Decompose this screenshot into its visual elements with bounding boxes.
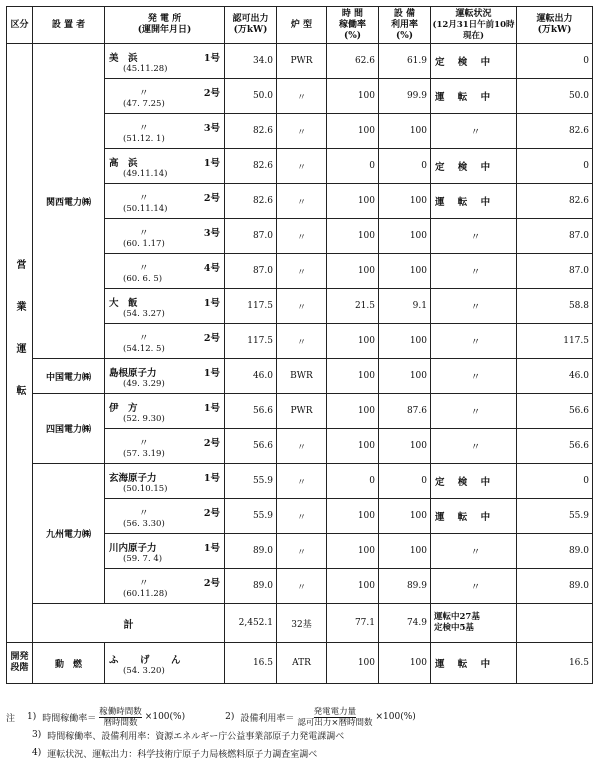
ninka-value: 34.0 [225, 44, 277, 79]
output-value: 0 [517, 149, 593, 184]
plant-cell [105, 534, 225, 569]
plant-name: 〃 [139, 263, 149, 274]
note1-label: 時間稼働率＝ [42, 713, 97, 724]
reactor-type: 〃 [277, 114, 327, 149]
plant-unit: 3号 [203, 228, 220, 239]
plant-cell [105, 114, 225, 149]
plant-date: (60. 1.17) [123, 239, 165, 249]
status-value: 運 転 中 [431, 79, 517, 114]
total-output-empty [517, 604, 593, 643]
plant-unit: 1号 [203, 368, 220, 379]
jikan-value: 100 [327, 184, 379, 219]
output-value: 82.6 [517, 114, 593, 149]
reactor-type: 〃 [277, 464, 327, 499]
development-row [7, 643, 593, 684]
jikan-value: 100 [327, 254, 379, 289]
jikan-value: 100 [327, 79, 379, 114]
reactor-type: 〃 [277, 79, 327, 114]
status-value: 〃 [431, 534, 517, 569]
output-value: 58.8 [517, 289, 593, 324]
output-value: 89.0 [517, 569, 593, 604]
setsubi-value: 0 [379, 464, 431, 499]
operator-name: 関西電力㈱ [33, 44, 105, 359]
table-row [7, 464, 593, 499]
total-row [7, 604, 593, 643]
reactor-type: 〃 [277, 149, 327, 184]
reactor-type: 〃 [277, 429, 327, 464]
reactor-type: BWR [277, 359, 327, 394]
output-value: 56.6 [517, 429, 593, 464]
ninka-value: 55.9 [225, 464, 277, 499]
plant-unit: 4号 [203, 263, 220, 274]
plant-date: (49. 3.29) [123, 379, 165, 389]
plant-unit: 2号 [203, 508, 220, 519]
table-row [7, 359, 593, 394]
plant-unit: 2号 [203, 438, 220, 449]
plant-name: 美 浜 [109, 53, 138, 64]
table-row [7, 44, 593, 79]
plant-cell [105, 149, 225, 184]
jikan-value: 0 [327, 149, 379, 184]
dev-ninka: 16.5 [225, 643, 277, 684]
status-value: 〃 [431, 324, 517, 359]
header-setchisha: 設 置 者 [33, 7, 105, 44]
plant-unit: 2号 [203, 333, 220, 344]
dev-output: 16.5 [517, 643, 593, 684]
plant-unit: 1号 [203, 403, 220, 414]
note1-tail: ×100(%) [144, 712, 186, 722]
output-value: 55.9 [517, 499, 593, 534]
plant-unit: 1号 [203, 298, 220, 309]
total-status: 運転中27基 定検中5基 [431, 604, 517, 643]
setsubi-value: 100 [379, 254, 431, 289]
setsubi-value: 100 [379, 114, 431, 149]
plant-unit: 2号 [203, 193, 220, 204]
ninka-value: 89.0 [225, 569, 277, 604]
reactor-type: 〃 [277, 499, 327, 534]
setsubi-value: 99.9 [379, 79, 431, 114]
note1-fraction: $\frac{\text{稼働時間数}}{\text{暦時間数}}$ [99, 706, 142, 728]
header-setsubi: 設 備 利用率 (%) [379, 7, 431, 44]
setsubi-value: 100 [379, 429, 431, 464]
plant-unit: 1号 [203, 53, 220, 64]
header-hatsudensho: 発 電 所 (運開年月日) [105, 7, 225, 44]
output-value: 50.0 [517, 79, 593, 114]
status-value: 定 検 中 [431, 464, 517, 499]
plant-date: (49.11.14) [123, 169, 168, 179]
plant-date: (52. 9.30) [123, 414, 165, 424]
plant-name: 高 浜 [109, 158, 138, 169]
plant-cell [105, 569, 225, 604]
note2-num: 2) [225, 712, 235, 722]
plant-name: 〃 [139, 123, 149, 134]
jikan-value: 100 [327, 114, 379, 149]
plant-date: (54. 3.27) [123, 309, 165, 319]
setsubi-value: 61.9 [379, 44, 431, 79]
plant-unit: 1号 [203, 543, 220, 554]
plant-date: (47. 7.25) [123, 99, 165, 109]
reactor-type: 〃 [277, 219, 327, 254]
reactor-type: 〃 [277, 184, 327, 219]
total-label: 計 [33, 604, 225, 643]
reactor-type: 〃 [277, 324, 327, 359]
status-value: 〃 [431, 254, 517, 289]
setsubi-value: 87.6 [379, 394, 431, 429]
reactor-type: PWR [277, 44, 327, 79]
ninka-value: 89.0 [225, 534, 277, 569]
setsubi-value: 100 [379, 324, 431, 359]
plant-cell [105, 184, 225, 219]
plant-name: 〃 [139, 88, 149, 99]
ninka-value: 82.6 [225, 114, 277, 149]
plant-cell [105, 219, 225, 254]
plant-date: (60. 6. 5) [123, 274, 163, 284]
plant-cell [105, 359, 225, 394]
status-value: 運 転 中 [431, 184, 517, 219]
note-formulas [6, 708, 594, 726]
dev-status: 運 転 中 [431, 643, 517, 684]
plant-cell [105, 394, 225, 429]
status-value: 運 転 中 [431, 499, 517, 534]
setsubi-value: 100 [379, 219, 431, 254]
dev-kubun: 開発段階 [7, 643, 33, 684]
status-value: 〃 [431, 429, 517, 464]
plant-date: (50.10.15) [123, 484, 168, 494]
setsubi-value: 100 [379, 534, 431, 569]
ninka-value: 117.5 [225, 324, 277, 359]
setsubi-value: 89.9 [379, 569, 431, 604]
output-value: 87.0 [517, 254, 593, 289]
status-value: 〃 [431, 289, 517, 324]
status-value: 定 検 中 [431, 149, 517, 184]
plant-unit: 3号 [203, 123, 220, 134]
plant-date: (59. 7. 4) [123, 554, 163, 564]
plant-date: (45.11.28) [123, 64, 168, 74]
setsubi-value: 100 [379, 359, 431, 394]
table-body [7, 44, 593, 684]
note3: 3) 時間稼働率、設備利用率：資源エネルギー庁公益事業部原子力発電課調べ [32, 730, 345, 742]
output-value: 56.6 [517, 394, 593, 429]
plant-date: (54.12. 5) [123, 344, 165, 354]
jikan-value: 62.6 [327, 44, 379, 79]
reactor-type: 〃 [277, 289, 327, 324]
status-value: 〃 [431, 219, 517, 254]
header-row [7, 7, 593, 44]
plant-cell [105, 429, 225, 464]
status-value: 〃 [431, 394, 517, 429]
ninka-value: 87.0 [225, 219, 277, 254]
header-untenout: 運転出力 (万kW) [517, 7, 593, 44]
plant-unit: 2号 [203, 578, 220, 589]
total-setsubi: 74.9 [379, 604, 431, 643]
jikan-value: 100 [327, 394, 379, 429]
jikan-value: 100 [327, 569, 379, 604]
jikan-value: 100 [327, 219, 379, 254]
plant-date: (51.12. 1) [123, 134, 165, 144]
plant-date: (50.11.14) [123, 204, 168, 214]
ninka-value: 46.0 [225, 359, 277, 394]
jikan-value: 100 [327, 324, 379, 359]
plant-name: 〃 [139, 578, 149, 589]
plant-date: (60.11.28) [123, 589, 168, 599]
plant-date: (57. 3.19) [123, 449, 165, 459]
note1-num: 1) [27, 712, 37, 722]
jikan-value: 100 [327, 499, 379, 534]
total-jikan: 77.1 [327, 604, 379, 643]
plant-cell [105, 44, 225, 79]
table-row [7, 394, 593, 429]
status-value: 〃 [431, 359, 517, 394]
jikan-value: 100 [327, 359, 379, 394]
jikan-value: 100 [327, 429, 379, 464]
plant-cell [105, 289, 225, 324]
operator-name: 中国電力㈱ [33, 359, 105, 394]
dev-operator: 動 燃 [33, 643, 105, 684]
operator-name: 九州電力㈱ [33, 464, 105, 604]
dev-plant-cell: ふ げ ん (54. 3.20) [105, 643, 225, 684]
plant-unit: 2号 [203, 88, 220, 99]
dev-reactor-type: ATR [277, 643, 327, 684]
dev-jikan: 100 [327, 643, 379, 684]
ninka-value: 56.6 [225, 394, 277, 429]
setsubi-value: 100 [379, 499, 431, 534]
nuclear-plant-table [6, 6, 593, 684]
output-value: 82.6 [517, 184, 593, 219]
plant-name: 玄海原子力 [109, 473, 157, 484]
plant-name: 〃 [139, 438, 149, 449]
note4: 4) 運転状況、運転出力：科学技術庁原子力局核燃料原子力調査室調べ [32, 748, 318, 760]
status-value: 定 検 中 [431, 44, 517, 79]
ninka-value: 82.6 [225, 184, 277, 219]
ninka-value: 50.0 [225, 79, 277, 114]
section-label-eigyo: 営業運転 [7, 44, 33, 643]
plant-cell [105, 464, 225, 499]
note-prefix: 注 [6, 713, 16, 724]
status-value: 〃 [431, 114, 517, 149]
jikan-value: 0 [327, 464, 379, 499]
output-value: 0 [517, 44, 593, 79]
dev-setsubi: 100 [379, 643, 431, 684]
ninka-value: 56.6 [225, 429, 277, 464]
plant-unit: 1号 [203, 473, 220, 484]
plant-date: (56. 3.30) [123, 519, 165, 529]
reactor-type: 〃 [277, 569, 327, 604]
header-kubun: 区分 [7, 7, 33, 44]
output-value: 46.0 [517, 359, 593, 394]
plant-name: 〃 [139, 193, 149, 204]
header-unten: 運転状況 (12月31日午前10時現在) [431, 7, 517, 44]
output-value: 87.0 [517, 219, 593, 254]
reactor-type: PWR [277, 394, 327, 429]
jikan-value: 100 [327, 534, 379, 569]
output-value: 117.5 [517, 324, 593, 359]
plant-name: 〃 [139, 228, 149, 239]
plant-cell [105, 324, 225, 359]
setsubi-value: 100 [379, 184, 431, 219]
plant-name: 島根原子力 [109, 368, 157, 379]
jikan-value: 21.5 [327, 289, 379, 324]
plant-name: 川内原子力 [109, 543, 157, 554]
status-value: 〃 [431, 569, 517, 604]
note2-fraction: $\frac{\text{発電電力量}}{\text{認可出力×暦時間数}}$ [297, 706, 373, 728]
note2-tail: ×100(%) [375, 712, 416, 722]
plant-unit: 1号 [203, 158, 220, 169]
operator-name: 四国電力㈱ [33, 394, 105, 464]
plant-name: 伊 方 [109, 403, 138, 414]
plant-name: 〃 [139, 333, 149, 344]
ninka-value: 117.5 [225, 289, 277, 324]
plant-cell [105, 79, 225, 114]
plant-cell [105, 254, 225, 289]
total-units: 32基 [277, 604, 327, 643]
plant-cell [105, 499, 225, 534]
notes [6, 708, 594, 762]
plant-name: 大 飯 [109, 298, 138, 309]
ninka-value: 55.9 [225, 499, 277, 534]
note2-label: 設備利用率＝ [240, 713, 295, 724]
setsubi-value: 9.1 [379, 289, 431, 324]
header-ninka: 認可出力 (万kW) [225, 7, 277, 44]
plant-name: 〃 [139, 508, 149, 519]
output-value: 89.0 [517, 534, 593, 569]
reactor-type: 〃 [277, 254, 327, 289]
ninka-value: 82.6 [225, 149, 277, 184]
setsubi-value: 0 [379, 149, 431, 184]
total-ninka: 2,452.1 [225, 604, 277, 643]
reactor-type: 〃 [277, 534, 327, 569]
ninka-value: 87.0 [225, 254, 277, 289]
header-rogata: 炉 型 [277, 7, 327, 44]
output-value: 0 [517, 464, 593, 499]
header-jikan: 時 間 稼働率 (%) [327, 7, 379, 44]
